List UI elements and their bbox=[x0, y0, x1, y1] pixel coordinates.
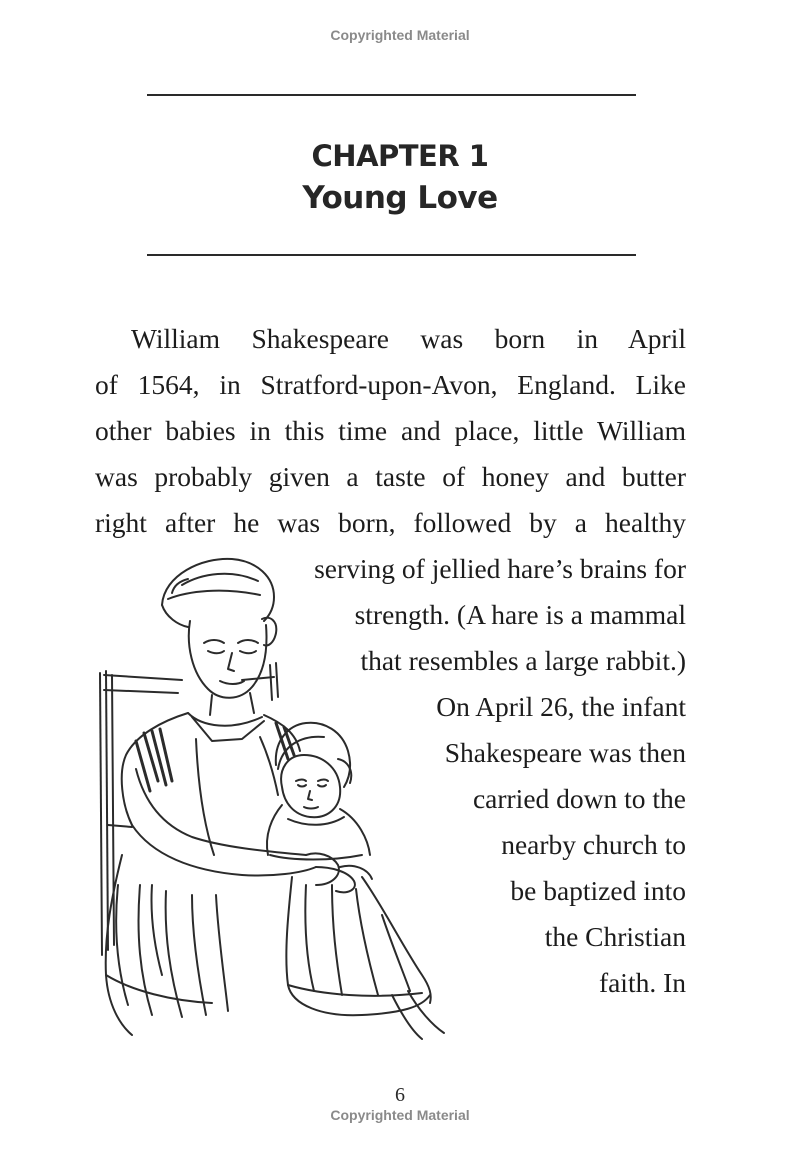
chapter-label: CHAPTER 1 bbox=[311, 139, 489, 173]
top-divider-rule bbox=[147, 94, 636, 96]
body-line: right after he was born, followed by a healthy bbox=[95, 507, 686, 538]
copyright-watermark-bottom: Copyrighted Material bbox=[330, 1107, 470, 1123]
body-line: of 1564, in Stratford-upon-Avon, England. Like bbox=[95, 369, 686, 400]
bottom-divider-rule bbox=[147, 254, 636, 256]
chapter-title: Young Love bbox=[302, 180, 498, 216]
copyright-watermark-top: Copyrighted Material bbox=[330, 27, 470, 43]
body-line: William Shakespeare was born in April bbox=[131, 323, 686, 354]
body-line: strength. (A hare is a mammal bbox=[354, 599, 686, 630]
baby-sketch bbox=[267, 723, 444, 1039]
body-line: nearby church to bbox=[501, 829, 686, 860]
body-line: be baptized into bbox=[510, 875, 686, 906]
body-line: serving of jellied hare’s brains for bbox=[314, 553, 686, 584]
body-line: the Christian bbox=[544, 921, 686, 952]
body-line: other babies in this time and place, little William bbox=[95, 415, 686, 446]
page-number: 6 bbox=[395, 1084, 405, 1106]
body-line: Shakespeare was then bbox=[444, 737, 686, 768]
body-line: carried down to the bbox=[472, 783, 686, 814]
body-line: was probably given a taste of honey and butter bbox=[95, 461, 686, 492]
mother-sketch bbox=[106, 559, 372, 1035]
mother-holding-baby-illustration bbox=[92, 555, 502, 1045]
body-line: faith. In bbox=[598, 967, 686, 998]
body-line: On April 26, the infant bbox=[436, 691, 686, 722]
body-line: that resembles a large rabbit.) bbox=[360, 645, 686, 676]
